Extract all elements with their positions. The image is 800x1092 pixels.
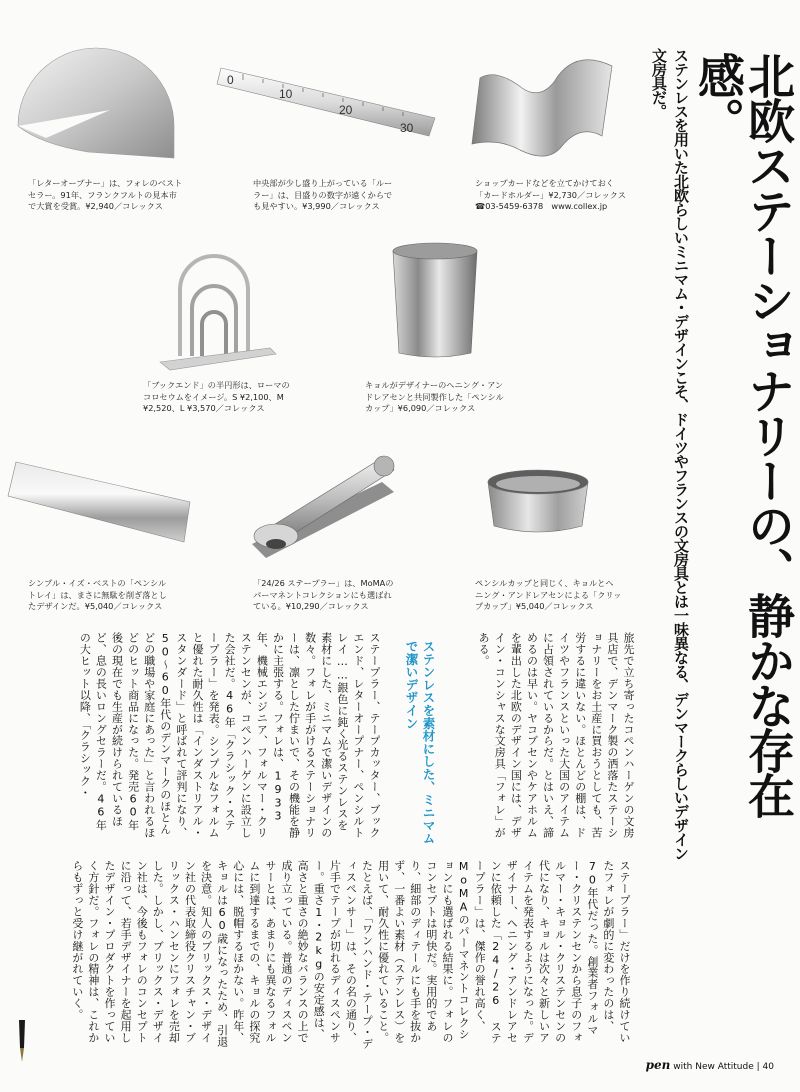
caption-letter-opener: 「レターオープナー」は、フォレのベスト セラー。91年、フランクフルトの見本市 で大賞を受賞。¥2,940／コレックス — [28, 178, 183, 211]
body-text-intro: 旅先で立ち寄ったコペンハーゲンの文房具店で、デンマーク製の洒落たステーショナリーをお土産に買おうとしても、苦労するに違いない。ほとんどの棚は、ドイツやフランスといった大国のアイテムに占領されているからだ。とはいえ、諦めるのは早い。ヤコブセンやケアホルムを輩出した北欧のデザイン国には、デザイン・コンシャスな文房具「フォレ」がある。 — [477, 632, 635, 839]
article-lede: ステンレスを用いた北欧らしいミニマム・デザインこそ、ドイツやフランスの文房具とは一味異なる、デンマークらしいデザイン文房具だ。 — [650, 48, 690, 860]
caption-pencil-cup: キョルがデザイナーのヘニング・アン ドレアセンと共同製作した「ペンシル カップ」¥6,090／コレックス — [365, 380, 504, 413]
pencil-tray-image — [4, 450, 194, 550]
caption-ruler: 中央部が少し盛り上がっている「ルー ラー」は、目盛りの数字が遠くからで も見やすい。¥3,990／コレックス — [253, 178, 393, 211]
magazine-tagline: with New Attitude — [673, 1062, 754, 1072]
body-text-section: ステープラー、テープカッター、ブックエンド、レターオープナー、ペンシルトレイ……銀色に鈍く光るステンレスを素材にした、ミニマムで潔いデザインの数々。フォレが手がけるステーショナリーは、凛とした佇まいで、その機能を静かに主張する。フォレは、1933年、機械エンジニア、フォルマー・クリステンセンが、コペンハーゲンに設立した会社だ。46年「クラシック・ステープラー」を発表。シンプルなフォルムと優れた耐久性は「インダストリアル・スタンダード」と呼ばれて評判になり、50〜60年代のデンマークのほとんどの職場や家庭にあった」と言われるほどのヒット商品になった。発売60年後の現在でも生産が続けられているほど、息の長いロングセラーだ。46年の大ヒット以降、「クラシック・ — [78, 632, 381, 839]
body-text-continued: ステープラー」だけを作り続けていたフォレが劇的に変わったのは、70年代だった。創業者フォルマー・クリステンセンから息子のフォルマー・キョル・クリステンセンの代になり、キョルは次々と新しいアイテムを発表するようになった。デザイナー、ヘニング・アンドレアセンに依頼した「24/26 ステープラー」は、傑作の誉れ高く、MoMAのパーマネントコレクションにも選ばれる結果に。フォレのコンセプトは明快だ。実用的であり、細部のディテールにも手を抜かず、一番よい素材（ステンレス）を用いて、耐久性に優れていること。たとえば、「ワンハンド・テープ・ディスペンサー」は、その名の通り、片手でテープが切れるディスペンサー。重さ1・2kgの安定感は、高さと重さの絶妙なバランスの上で成り立っている。普通のディスペンサーとは、あまりにも異なるフォルムに到達するまでの、キョルの探究心には、脱帽するほかない。昨年、キョルは60歳になったため、引退を決意。知人のブリックス・デザイン社の代表取締役クリスチャン・ブリックス・ハンセンにフォレを売却した。しかし、ブリックス・デザイン社は、今後もフォレのコンセプトに沿って、若手デザイナーを起用したデザイン・プロダクトを作っていく方針だ。フォレの精神は、これからもずっと受け継がれていく。 — [70, 860, 631, 1050]
article-title: 北欧ステーショナリーの、静かな存在感。 — [690, 52, 795, 817]
caption-pencil-tray: シンプル・イズ・ベストの「ペンシル トレイ」は、まさに無駄を削ぎ落とし たデザインだ。¥5,040／コレックス — [28, 578, 167, 611]
ruler-mark-20: 20 — [339, 103, 353, 117]
section-subhead: ステンレスを素材にした、ミニマムで潔いデザイン — [404, 640, 436, 845]
caption-bookend: 「ブックエンド」の半円形は、ローマの コロセウムをイメージ。S ¥2,100、M ¥2,520、L ¥3,570／コレックス — [143, 380, 290, 413]
caption-card-holder: ショップカードなどを立てかけておく 「カードホルダー」¥2,730／コレックス ☎03-5459-6378 www.collex.jp — [475, 178, 626, 211]
page-number: 40 — [762, 1062, 774, 1072]
page-folio — [646, 1058, 774, 1072]
ruler-mark-0: 0 — [227, 73, 234, 87]
pencil-cup-image — [385, 235, 485, 365]
caption-stapler: 「24/26 ステープラー」は、MoMAの パーマネントコレクションにも選ばれ ている。¥10,290／コレックス — [253, 578, 394, 611]
caption-clip-cup: ペンシルカップと同じく、キョルとヘ ニング・アンドレアセンによる「クリッ プカップ」¥5,040／コレックス — [475, 578, 622, 611]
folio-divider: | — [756, 1062, 760, 1072]
ruler-mark-30: 30 — [400, 121, 414, 135]
ruler-image — [215, 62, 440, 142]
magazine-logo: pen — [645, 1058, 671, 1072]
fountain-pen-icon — [14, 1018, 30, 1066]
letter-opener-image — [10, 40, 180, 165]
card-holder-image — [462, 38, 617, 168]
ruler-mark-10: 10 — [279, 87, 293, 101]
stapler-image — [232, 440, 402, 570]
bookend-image — [150, 238, 280, 378]
clip-cup-image — [478, 462, 598, 542]
